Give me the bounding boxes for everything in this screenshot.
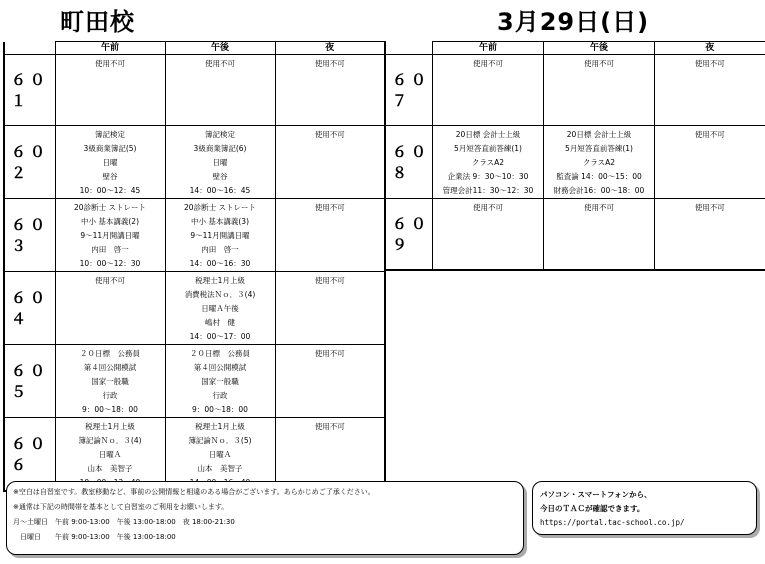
- room-number: ６０９: [386, 199, 433, 271]
- slot-cell-pm: [165, 55, 275, 126]
- slot-cell-night: [275, 55, 385, 126]
- note-line: ※空白は自習室です。教室移動など、事前の公開情報と相違のある場合がございます。あらかじめご了承ください。: [13, 488, 375, 496]
- slot-line: 行政: [212, 391, 228, 400]
- slot-line: 10：00～12：30: [79, 259, 141, 268]
- col-header-am: 午前: [55, 42, 165, 55]
- slot-cell-night: [275, 126, 385, 199]
- slot-cell-night: [655, 55, 765, 126]
- slot-cell-pm: [165, 345, 275, 418]
- slot-cell-night: [655, 199, 765, 271]
- slot-cell-am: [55, 126, 165, 199]
- col-header-pm: 午後: [544, 42, 655, 55]
- room-number: ６０２: [4, 126, 55, 199]
- slot-line: 消費税法Ｎｏ．３(4): [184, 290, 256, 299]
- slot-line: 使用不可: [95, 59, 125, 68]
- slot-line: 簿記検定: [95, 130, 125, 139]
- slot-line: 管理会計11：30～12：30: [442, 186, 534, 195]
- slot-line: 税理士1月上級: [195, 422, 245, 431]
- room-number: ６０６: [4, 418, 55, 492]
- slot-line: 監査論 14：00～15：00: [556, 172, 642, 181]
- slot-line: 9：00～18：00: [82, 405, 138, 414]
- slot-cell-pm: [165, 272, 275, 345]
- slot-line: 第４回公開模試: [83, 363, 137, 372]
- slot-line: 14：00～16：30: [189, 259, 251, 268]
- slot-line: 9～11月開講日曜: [190, 231, 250, 240]
- room-row: [4, 272, 385, 345]
- slot-line: 財務会計16：00～18：00: [553, 186, 645, 195]
- slot-cell-pm: [165, 199, 275, 272]
- slot-line: 14：00～17：00: [189, 332, 251, 341]
- portal-url-link[interactable]: https://portal.tac-school.co.jp/: [540, 518, 685, 527]
- slot-cell-am: [433, 55, 544, 126]
- slot-cell-pm: [165, 418, 275, 492]
- slot-line: 使用不可: [314, 276, 345, 285]
- slot-line: 使用不可: [473, 203, 503, 212]
- slot-line: 嶋村 健: [205, 318, 235, 327]
- slot-line: 使用不可: [584, 59, 614, 68]
- notes-box: [6, 481, 524, 555]
- slot-line: 日曜Ａ午後: [201, 304, 239, 313]
- slot-line: 簿記論Ｎｏ．３(5): [188, 436, 252, 445]
- slot-line: 壁谷: [102, 172, 118, 181]
- slot-line: 山本 美智子: [197, 464, 243, 473]
- slot-line: 税理士1月上級: [195, 276, 245, 285]
- slot-cell-night: [275, 345, 385, 418]
- note-line: 月～土曜日 午前 9:00-13:00 午後 13:00-18:00 夜 18:00-21:30: [13, 518, 235, 526]
- col-header-am: 午前: [433, 42, 544, 55]
- slot-line: 税理士1月上級: [85, 422, 135, 431]
- room-number: ６０４: [4, 272, 55, 345]
- portal-line-2: 今日のＴＡＣが確認できます。: [540, 504, 645, 513]
- slot-line: 企業法 9：30～10：30: [447, 172, 529, 181]
- slot-line: 簿記検定: [205, 130, 235, 139]
- col-header-night: 夜: [275, 42, 385, 55]
- slot-cell-pm: [165, 126, 275, 199]
- slot-cell-am: [55, 55, 165, 126]
- slot-line: 3級商業簿記(5): [83, 144, 137, 153]
- slot-cell-am: [55, 345, 165, 418]
- slot-line: 20日標 会計士上級: [566, 130, 632, 139]
- slot-cell-am: [55, 199, 165, 272]
- slot-cell-pm: [544, 126, 655, 199]
- portal-line-1: パソコン・スマートフォンから、: [540, 490, 652, 499]
- room-number: ６０３: [4, 199, 55, 272]
- slot-cell-am: [55, 418, 165, 492]
- slot-line: 使用不可: [694, 59, 725, 68]
- slot-line: 国家一般職: [91, 377, 129, 386]
- slot-cell-night: [275, 418, 385, 492]
- slot-line: 中小 基本講義(2): [80, 217, 139, 226]
- slot-line: 使用不可: [314, 349, 345, 358]
- room-row: [386, 126, 765, 199]
- room-row: [4, 418, 385, 492]
- slot-line: 使用不可: [694, 130, 725, 139]
- school-title: 町田校: [60, 8, 135, 36]
- slot-line: 簿記論Ｎｏ．３(4): [78, 436, 142, 445]
- slot-line: 使用不可: [314, 422, 345, 431]
- slot-line: 20診断士 ストレート: [74, 203, 146, 212]
- slot-line: 9～11月開講日曜: [80, 231, 140, 240]
- slot-line: 内田 啓一: [91, 245, 129, 254]
- note-line: ※通常は下記の時間帯を基本として自習室のご利用をお願いします。: [13, 503, 229, 511]
- slot-line: 5月短答直前答練(1): [565, 144, 633, 153]
- room-number: ６０７: [386, 55, 433, 126]
- note-line: 日曜日 午前 9:00-13:00 午後 13:00-18:00: [13, 533, 176, 541]
- slot-cell-night: [275, 272, 385, 345]
- slot-cell-night: [655, 126, 765, 199]
- slot-cell-am: [55, 272, 165, 345]
- slot-line: 使用不可: [314, 203, 345, 212]
- slot-line: 3級商業簿記(6): [193, 144, 247, 153]
- room-row: [4, 345, 385, 418]
- slot-line: 9：00～18：00: [192, 405, 248, 414]
- slot-cell-pm: [544, 55, 655, 126]
- slot-line: ２０日標 公務員: [190, 349, 250, 358]
- slot-line: 使用不可: [584, 203, 614, 212]
- slot-line: 20診断士 ストレート: [184, 203, 256, 212]
- room-row: [386, 199, 765, 271]
- slot-line: クラスA2: [582, 158, 616, 167]
- slot-line: 壁谷: [212, 172, 228, 181]
- slot-line: 10：00～12：45: [79, 186, 141, 195]
- slot-line: ２０日標 公務員: [80, 349, 140, 358]
- col-header-night: 夜: [655, 42, 765, 55]
- slot-cell-pm: [544, 199, 655, 271]
- room-row: [386, 55, 765, 126]
- slot-line: 日曜Ａ: [208, 450, 232, 459]
- slot-cell-night: [275, 199, 385, 272]
- slot-cell-am: [433, 126, 544, 199]
- slot-line: 第４回公開模試: [193, 363, 247, 372]
- slot-line: 日曜: [102, 158, 118, 167]
- slot-line: 内田 啓一: [201, 245, 239, 254]
- slot-line: 使用不可: [694, 203, 725, 212]
- slot-line: 国家一般職: [201, 377, 239, 386]
- slot-line: 使用不可: [205, 59, 235, 68]
- slot-line: 使用不可: [314, 130, 345, 139]
- portal-box: [532, 481, 757, 535]
- room-number: ６０５: [4, 345, 55, 418]
- slot-line: 20日標 会計士上級: [455, 130, 521, 139]
- schedule-table-right: [385, 41, 765, 271]
- date-title: 3月29日(日): [497, 8, 650, 36]
- slot-line: 中小 基本講義(3): [190, 217, 249, 226]
- col-header-pm: 午後: [165, 42, 275, 55]
- room-number: ６０８: [386, 126, 433, 199]
- slot-line: 行政: [102, 391, 118, 400]
- slot-line: 使用不可: [95, 276, 125, 285]
- slot-line: 使用不可: [473, 59, 503, 68]
- slot-line: 日曜Ａ: [98, 450, 122, 459]
- slot-line: 5月短答直前答練(1): [454, 144, 522, 153]
- room-row: [4, 55, 385, 126]
- slot-line: 14：00～16：45: [189, 186, 251, 195]
- slot-line: 日曜: [212, 158, 228, 167]
- schedule-table-left: [3, 41, 386, 492]
- slot-line: クラスA2: [471, 158, 505, 167]
- room-row: [4, 126, 385, 199]
- slot-line: 山本 美智子: [87, 464, 133, 473]
- room-row: [4, 199, 385, 272]
- room-number: ６０１: [4, 55, 55, 126]
- slot-line: 使用不可: [314, 59, 345, 68]
- slot-cell-am: [433, 199, 544, 271]
